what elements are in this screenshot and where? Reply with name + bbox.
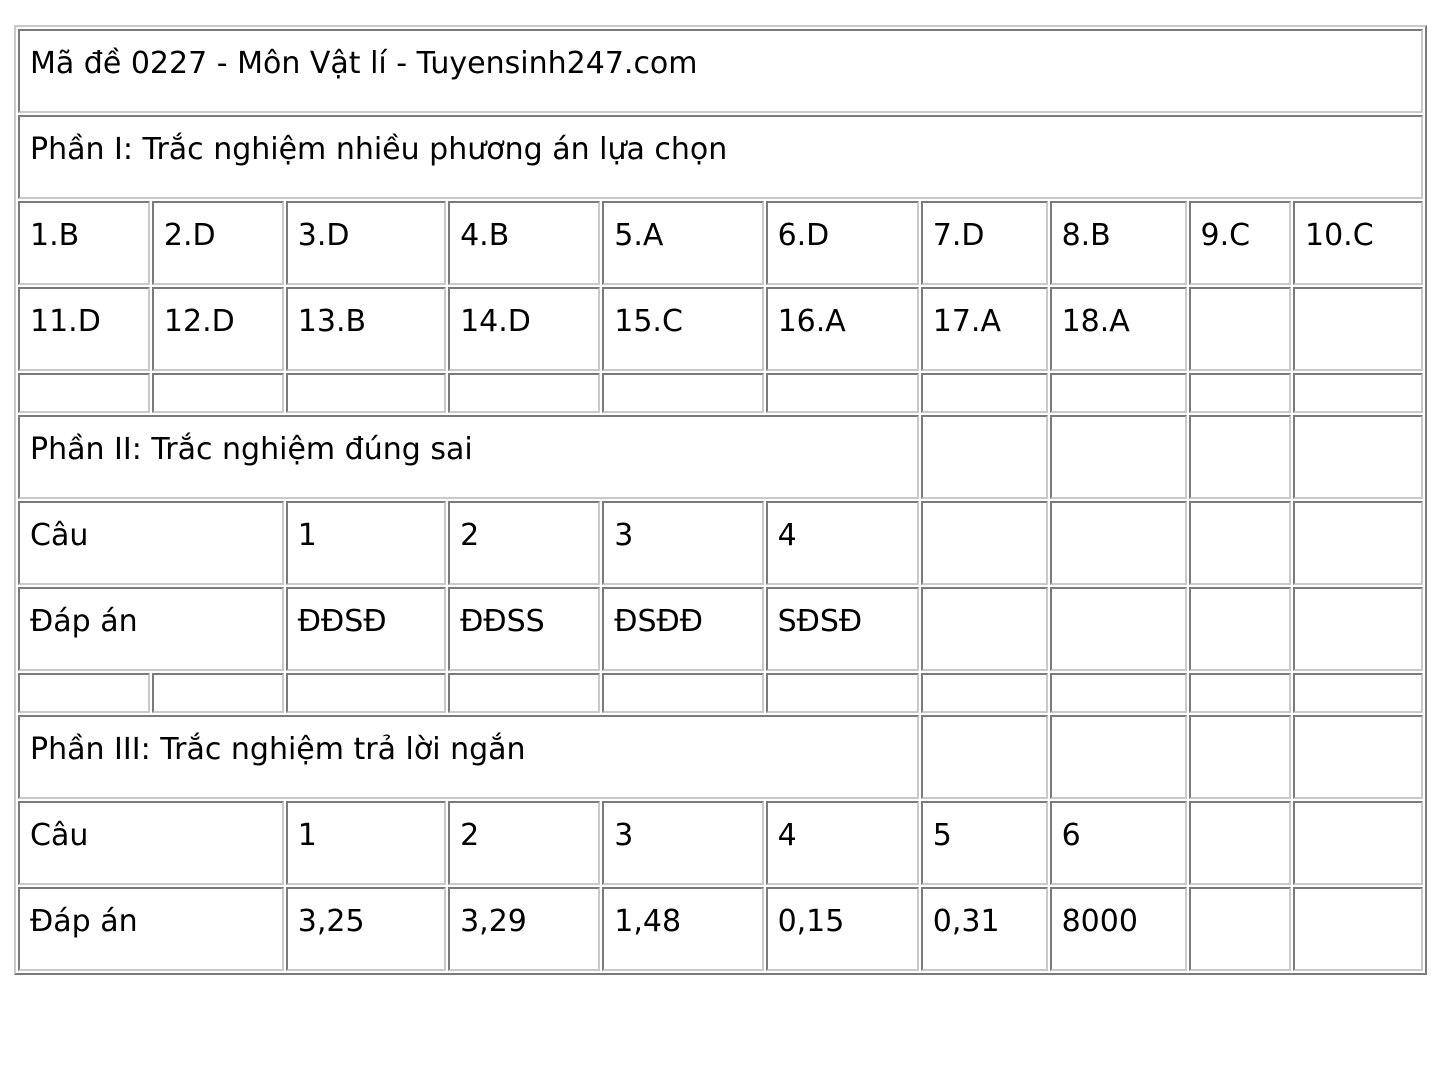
empty-cell [1293, 715, 1423, 799]
empty-cell [1050, 715, 1187, 799]
empty-cell [1293, 887, 1423, 971]
answer-cell: 18.A [1050, 287, 1187, 371]
part2-heading: Phần II: Trắc nghiệm đúng sai [18, 415, 919, 499]
answer-cell: ĐSĐĐ [602, 587, 763, 671]
answer-cell: 14.D [448, 287, 600, 371]
empty-cell [286, 673, 446, 713]
answer-cell: 8.B [1050, 201, 1187, 285]
empty-cell [921, 673, 1048, 713]
part2-heading-row [18, 415, 1423, 499]
empty-cell [18, 373, 150, 413]
empty-cell [1189, 715, 1291, 799]
empty-cell [921, 415, 1048, 499]
answer-cell: 3.D [286, 201, 446, 285]
question-number: 2 [448, 801, 600, 885]
empty-cell [286, 373, 446, 413]
empty-cell [152, 373, 284, 413]
question-label: Câu [18, 501, 284, 585]
title-row [18, 29, 1423, 113]
answer-cell: 0,15 [766, 887, 919, 971]
part2-answer-row [18, 587, 1423, 671]
part3-heading-row [18, 715, 1423, 799]
empty-cell [1189, 587, 1291, 671]
answer-cell: 16.A [766, 287, 919, 371]
page-title: Mã đề 0227 - Môn Vật lí - Tuyensinh247.com [18, 29, 1423, 113]
empty-cell [1189, 501, 1291, 585]
empty-cell [921, 373, 1048, 413]
empty-cell [1293, 287, 1423, 371]
part1-heading-row [18, 115, 1423, 199]
question-number: 6 [1050, 801, 1187, 885]
answer-cell: 4.B [448, 201, 600, 285]
empty-cell [766, 373, 919, 413]
answer-cell: 10.C [1293, 201, 1423, 285]
empty-cell [1189, 415, 1291, 499]
part1-heading: Phần I: Trắc nghiệm nhiều phương án lựa chọn [18, 115, 1423, 199]
answer-cell: ĐĐSS [448, 587, 600, 671]
question-number: 4 [766, 801, 919, 885]
empty-cell [152, 673, 284, 713]
answer-cell: 15.C [602, 287, 763, 371]
answer-cell: 6.D [766, 201, 919, 285]
question-number: 1 [286, 801, 446, 885]
part3-heading: Phần III: Trắc nghiệm trả lời ngắn [18, 715, 919, 799]
question-number: 3 [602, 501, 763, 585]
answer-cell: 13.B [286, 287, 446, 371]
question-number: 3 [602, 801, 763, 885]
empty-cell [921, 715, 1048, 799]
answer-cell: 11.D [18, 287, 150, 371]
empty-cell [1050, 673, 1187, 713]
answer-cell: 0,31 [921, 887, 1048, 971]
answer-label: Đáp án [18, 887, 284, 971]
question-number: 2 [448, 501, 600, 585]
answer-cell: 3,25 [286, 887, 446, 971]
empty-cell [766, 673, 919, 713]
answer-cell: SĐSĐ [766, 587, 919, 671]
answer-cell: 8000 [1050, 887, 1187, 971]
empty-cell [1293, 415, 1423, 499]
answer-cell: 1.B [18, 201, 150, 285]
empty-cell [448, 373, 600, 413]
question-number: 1 [286, 501, 446, 585]
empty-cell [1189, 673, 1291, 713]
empty-cell [602, 373, 763, 413]
answer-cell: 9.C [1189, 201, 1291, 285]
part1-answers-row-2 [18, 287, 1423, 371]
answer-cell: 1,48 [602, 887, 763, 971]
answer-cell: 12.D [152, 287, 284, 371]
answer-cell: 17.A [921, 287, 1048, 371]
empty-cell [1293, 801, 1423, 885]
empty-cell [1050, 587, 1187, 671]
empty-cell [1050, 501, 1187, 585]
empty-cell [1189, 801, 1291, 885]
answer-cell: 2.D [152, 201, 284, 285]
empty-cell [448, 673, 600, 713]
empty-cell [1293, 587, 1423, 671]
empty-cell [602, 673, 763, 713]
empty-cell [1189, 287, 1291, 371]
empty-cell [1050, 415, 1187, 499]
question-label: Câu [18, 801, 284, 885]
question-number: 4 [766, 501, 919, 585]
part1-answers-row-1 [18, 201, 1423, 285]
part3-answer-row [18, 887, 1423, 971]
part3-question-row [18, 801, 1423, 885]
spacer-row [18, 673, 1423, 713]
answer-cell: 5.A [602, 201, 763, 285]
empty-cell [18, 673, 150, 713]
answer-cell: 7.D [921, 201, 1048, 285]
spacer-row [18, 373, 1423, 413]
part2-question-row [18, 501, 1423, 585]
question-number: 5 [921, 801, 1048, 885]
empty-cell [1050, 373, 1187, 413]
empty-cell [1293, 373, 1423, 413]
answer-cell: 3,29 [448, 887, 600, 971]
answer-cell: ĐĐSĐ [286, 587, 446, 671]
empty-cell [921, 501, 1048, 585]
empty-cell [921, 587, 1048, 671]
answer-key-table [14, 25, 1427, 975]
answer-label: Đáp án [18, 587, 284, 671]
empty-cell [1293, 501, 1423, 585]
empty-cell [1189, 373, 1291, 413]
empty-cell [1189, 887, 1291, 971]
empty-cell [1293, 673, 1423, 713]
